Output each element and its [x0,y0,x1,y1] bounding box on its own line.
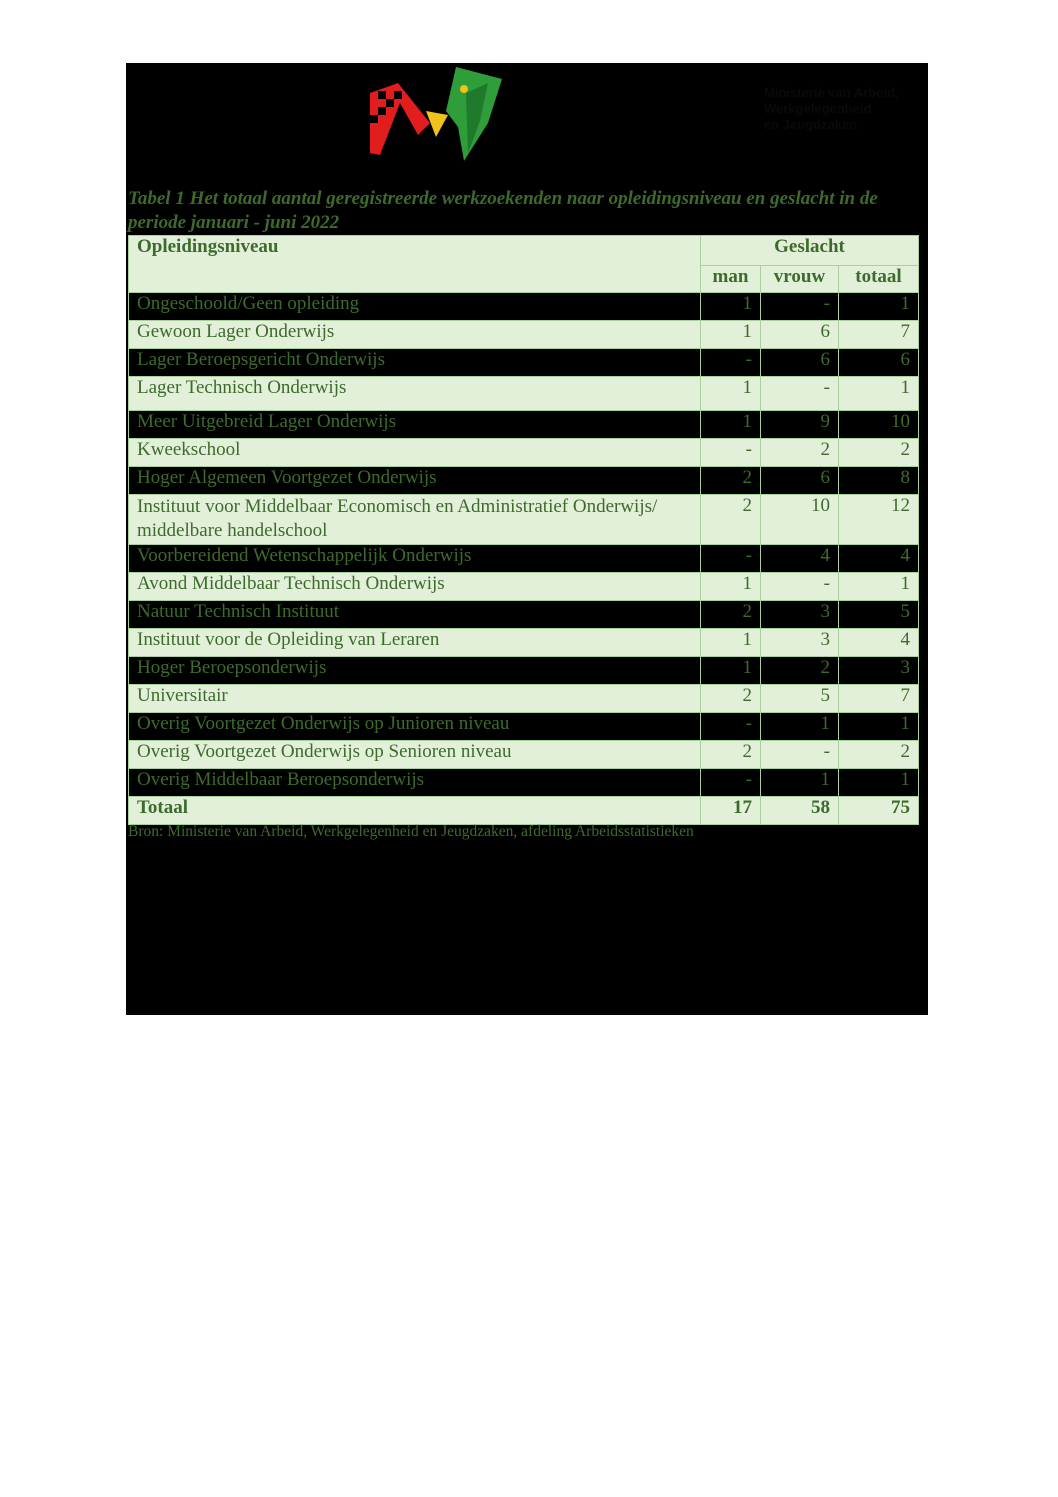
row-label: Natuur Technisch Instituut [129,601,701,629]
row-label: Instituut voor Middelbaar Economisch en Administratief Onderwijs/ middelbare handelschool [129,495,701,545]
cell-totaal: 1 [839,713,919,741]
row-label: Gewoon Lager Onderwijs [129,321,701,349]
row-label: Hoger Beroepsonderwijs [129,657,701,685]
table-row [129,321,919,349]
row-label: Kweekschool [129,439,701,467]
table-row [129,467,919,495]
row-label: Overig Middelbaar Beroepsonderwijs [129,769,701,797]
table-row [129,573,919,601]
cell-totaal: 6 [839,349,919,377]
header-man: man [701,266,761,293]
cell-totaal: 2 [839,741,919,769]
cell-vrouw: - [761,741,839,769]
table-row [129,657,919,685]
table-caption: Tabel 1 Het totaal aantal geregistreerde werkzoekenden naar opleidingsniveau en geslacht in de periode januari - juni 2022 [128,188,878,233]
cell-vrouw: 1 [761,713,839,741]
cell-vrouw: 3 [761,601,839,629]
cell-vrouw: 10 [761,495,839,545]
cell-man: 2 [701,495,761,545]
logo-line-1: Ministerie van Arbeid, [764,85,899,100]
row-label: Instituut voor de Opleiding van Leraren [129,629,701,657]
row-label: Voorbereidend Wetenschappelijk Onderwijs [129,545,701,573]
total-vrouw: 58 [761,797,839,825]
row-label: Avond Middelbaar Technisch Onderwijs [129,573,701,601]
ministry-logo [370,63,899,163]
cell-vrouw: - [761,377,839,411]
table-row [129,713,919,741]
total-row [129,797,919,825]
cell-vrouw: 6 [761,349,839,377]
cell-vrouw: 2 [761,657,839,685]
cell-totaal: 10 [839,411,919,439]
cell-vrouw: 2 [761,439,839,467]
cell-man: 1 [701,321,761,349]
cell-man: 1 [701,293,761,321]
table-row [129,411,919,439]
cell-vrouw: 4 [761,545,839,573]
cell-vrouw: 5 [761,685,839,713]
cell-totaal: 8 [839,467,919,495]
table-row [129,377,919,411]
cell-vrouw: - [761,573,839,601]
table-row [129,685,919,713]
row-label: Universitair [129,685,701,713]
table-row [129,349,919,377]
table-row [129,629,919,657]
row-label: Overig Voortgezet Onderwijs op Senioren niveau [129,741,701,769]
cell-man: - [701,713,761,741]
cell-totaal: 1 [839,377,919,411]
cell-totaal: 3 [839,657,919,685]
total-man: 17 [701,797,761,825]
logo-wordmark [764,85,944,133]
cell-vrouw: 6 [761,467,839,495]
cell-totaal: 7 [839,685,919,713]
logo-line-3: en Jeugdzaken [764,117,858,132]
document-page [126,63,928,1015]
cell-totaal: 2 [839,439,919,467]
cell-totaal: 1 [839,293,919,321]
cell-man: 1 [701,657,761,685]
header-opleidingsniveau: Opleidingsniveau [129,236,701,293]
cell-vrouw: 9 [761,411,839,439]
cell-man: 2 [701,685,761,713]
header-vrouw: vrouw [761,266,839,293]
row-label: Ongeschoold/Geen opleiding [129,293,701,321]
cell-totaal: 1 [839,573,919,601]
total-label: Totaal [129,797,701,825]
header-totaal: totaal [839,266,919,293]
row-label: Meer Uitgebreid Lager Onderwijs [129,411,701,439]
cell-man: 2 [701,741,761,769]
cell-man: - [701,439,761,467]
header-geslacht: Geslacht [701,236,919,266]
cell-man: - [701,545,761,573]
cell-man: 2 [701,467,761,495]
total-totaal: 75 [839,797,919,825]
table-row [129,601,919,629]
row-label: Overig Voortgezet Onderwijs op Junioren niveau [129,713,701,741]
row-label: Lager Technisch Onderwijs [129,377,701,411]
cell-vrouw: 1 [761,769,839,797]
cell-totaal: 4 [839,545,919,573]
row-label: Lager Beroepsgericht Onderwijs [129,349,701,377]
table-row [129,545,919,573]
cell-totaal: 1 [839,769,919,797]
cell-man: 1 [701,573,761,601]
cell-totaal: 12 [839,495,919,545]
cell-man: - [701,769,761,797]
cell-man: 1 [701,377,761,411]
table-row [129,439,919,467]
ministry-emblem-icon [370,63,520,163]
cell-totaal: 4 [839,629,919,657]
table-row [129,769,919,797]
cell-man: - [701,349,761,377]
table-row [129,495,919,545]
table-row [129,741,919,769]
cell-vrouw: 3 [761,629,839,657]
table-row [129,293,919,321]
cell-man: 1 [701,629,761,657]
row-label: Hoger Algemeen Voortgezet Onderwijs [129,467,701,495]
cell-vrouw: - [761,293,839,321]
cell-man: 1 [701,411,761,439]
cell-totaal: 5 [839,601,919,629]
logo-line-2: Werkgelegenheid [764,101,872,116]
cell-totaal: 7 [839,321,919,349]
source-note: Bron: Ministerie van Arbeid, Werkgelegenheid en Jeugdzaken, afdeling Arbeidsstatistieken [128,823,694,840]
cell-vrouw: 6 [761,321,839,349]
jobseekers-table [128,235,919,825]
cell-man: 2 [701,601,761,629]
